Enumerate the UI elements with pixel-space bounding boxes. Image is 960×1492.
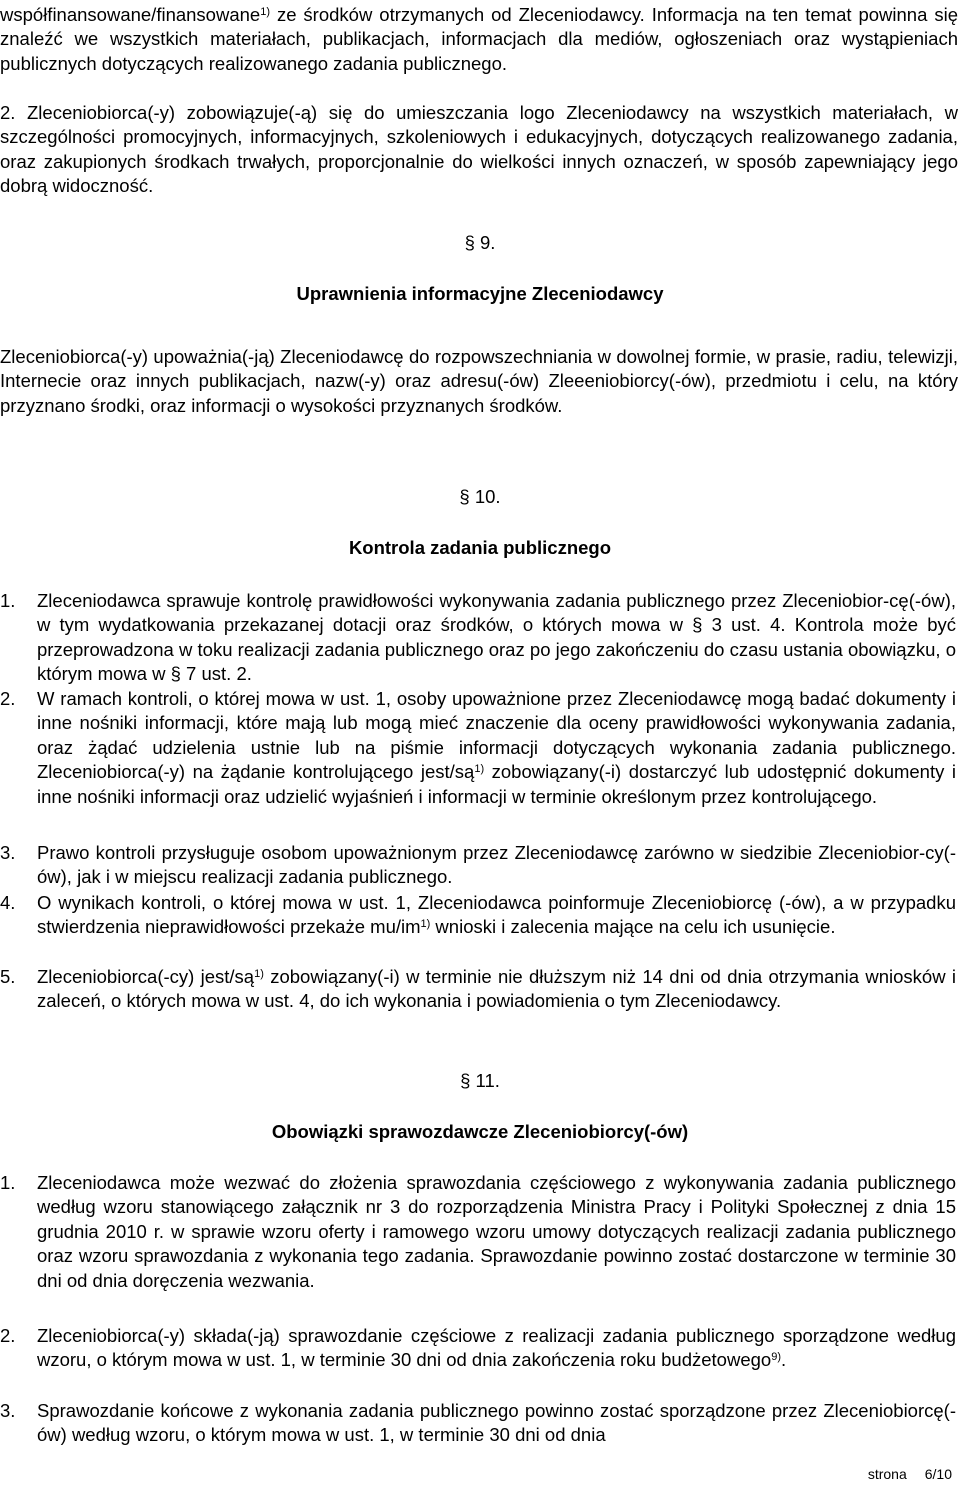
item-number: 2. [0, 1325, 16, 1346]
section-title: Obowiązki sprawozdawcze Zleceniobiorcy(-ów) [271, 1121, 689, 1142]
item-number: 4. [0, 892, 16, 913]
section-heading: § 10. [459, 486, 501, 507]
list-item [0, 101, 958, 199]
footnote-ref: 1) [420, 918, 431, 931]
section-paragraph [0, 345, 958, 418]
text: W ramach kontroli, o której mowa w ust. 1, osoby upoważnione przez Zleceniodawcę mogą badać dokumenty i inne nośniki informacji, które mają lub mogą mieć znaczenie dla oceny prawidłowości wykonywania zadania, oraz żądać udzielenia ustnie lub na piśmie informacji dotyczących wykonania zadania publicznego. Zleceniobiorca(-y) na żądanie kontrolującego jest/są [37, 688, 956, 783]
list-item [0, 1399, 958, 1451]
footnote-ref: 9) [771, 1351, 781, 1364]
item-text: Zleceniodawca może wezwać do złożenia sprawozdania częściowego z wykonywania zadania publicznego według wzoru stanowiącego załącznik nr 3 do rozporządzenia Ministra Pracy i Polityki Społecznej z dnia 15 grudnia 2010 r. w sprawie wzoru oferty i ramowego wzoru umowy dotyczących realizacji zadania publicznego oraz wzoru sprawozdania z wykonania tego zadania. Sprawozdanie powinno zostać dostarczone w terminie 30 dni od dnia doręczenia wezwania. [37, 1172, 956, 1291]
text: współfinansowane/finansowane [0, 4, 261, 25]
text: Zleceniobiorca(-cy) jest/są [37, 966, 255, 987]
text: zobowiązany(-i) w terminie nie dłuższym niż 14 dni od dnia otrzymania wniosków i zaleceń, o których mowa w ust. 4, do ich wykonania i powiadomienia o tym Zleceniodawcy. [37, 966, 957, 1012]
text: zobowiązany(-i) dostarczyć lub udostępnić dokumenty i inne nośniki informacji oraz udzielić wyjaśnień i informacji w terminie określonym przez kontrolującego. [37, 761, 956, 807]
page-label: strona [867, 1466, 907, 1482]
item-text [37, 891, 956, 940]
item-text [37, 1324, 956, 1373]
list-item [0, 687, 958, 837]
list-item [0, 1324, 958, 1399]
paragraph-text: Zleceniobiorca(-y) upoważnia(-ją) Zleceniodawcę do rozpowszechniania w dowolnej formie, w prasie, radiu, telewizji, Internecie oraz innych publikacjach, nazw(-y) oraz adresu(-ów) Zleeeniobiorcy(-ów), przedmiotu i celu, na który przyznano środki, oraz informacji o wysokości przyznanych środków. [0, 346, 958, 416]
list-item [0, 589, 958, 689]
list-item [0, 841, 958, 891]
text: Zleceniobiorca(-y) składa(-ją) sprawozdanie częściowe z realizacji zadania publicznego sporządzone według wzoru, o którym mowa w ust. 1, w terminie 30 dni od dnia zakończenia roku budżetowego [37, 1325, 956, 1371]
page-footer [850, 1466, 952, 1482]
list-item [0, 891, 958, 966]
text: O wynikach kontroli, o której mowa w ust. 1, Zleceniodawca poinformuje Zleceniobiorcę (-ów), a w przypadku stwierdzenia nieprawidłowości przekaże mu/im [37, 892, 956, 938]
section-heading: § 9. [464, 232, 496, 253]
item-number: 1. [0, 1172, 16, 1193]
item-number: 5. [0, 966, 16, 987]
text: ze środków otrzymanych od Zleceniodawcy. Informacja na ten temat powinna się znaleźć we wszystkich materiałach, publikacjach, informacjach dla mediów, ogłoszeniach oraz wystąpieniach publicznych dotyczących realizowanego zadania publicznego. [0, 4, 958, 74]
item-text: Sprawozdanie końcowe z wykonania zadania publicznego powinno zostać sporządzone przez Zleceniobiorcę(-ów) według wzoru, o którym mowa w ust. 1, w terminie 30 dni od dnia [37, 1400, 956, 1446]
list-item [0, 965, 958, 1040]
item-number: 3. [0, 842, 16, 863]
item-number: 2. [0, 688, 16, 709]
item-text [37, 687, 956, 809]
item-text: Zleceniobiorca(-y) zobowiązuje(-ą) się do umieszczania logo Zleceniodawcy na wszystkich materiałach, w szczególności promocyjnych, informacyjnych, szkoleniowych i edukacyjnych, dotyczących realizowanego zadania, oraz zakupionych środkach trwałych, proporcjonalnie do wielkości innych oznaczeń, w sposób zapewniający jego dobrą widoczność. [0, 102, 958, 197]
text: . [780, 1349, 787, 1371]
section-title: Uprawnienia informacyjne Zleceniodawcy [296, 283, 664, 304]
section-title: Kontrola zadania publicznego [348, 537, 612, 558]
footnote-ref: 1) [474, 763, 485, 776]
item-text [37, 965, 956, 1014]
footnote-ref: 1) [260, 6, 270, 18]
item-number: 2. [0, 102, 16, 123]
list-item [0, 1171, 958, 1326]
paragraph-continuation [0, 3, 958, 76]
item-number: 1. [0, 590, 16, 611]
item-text: Zleceniodawca sprawuje kontrolę prawidłowości wykonywania zadania publicznego przez Zleceniobior-cę(-ów), w tym wydatkowania przekazanej dotacji oraz środków, o których mowa w § 3 ust. 4. Kontrola może być przeprowadzona w toku realizacji zadania publicznego oraz po jego zakończeniu do czasu ustania obowiązku, o którym mowa w § 7 ust. 2. [37, 590, 956, 685]
item-number: 3. [0, 1400, 16, 1421]
footnote-ref: 1) [254, 968, 264, 980]
text: wnioski i zalecenia mające na celu ich usunięcie. [430, 916, 836, 938]
item-text: Prawo kontroli przysługuje osobom upoważnionym przez Zleceniodawcę zarówno w siedzibie Zleceniobior-cy(-ów), jak i w miejscu realizacji zadania publicznego. [37, 842, 956, 888]
section-heading: § 11. [460, 1070, 500, 1091]
page-number: 6/10 [924, 1466, 952, 1482]
